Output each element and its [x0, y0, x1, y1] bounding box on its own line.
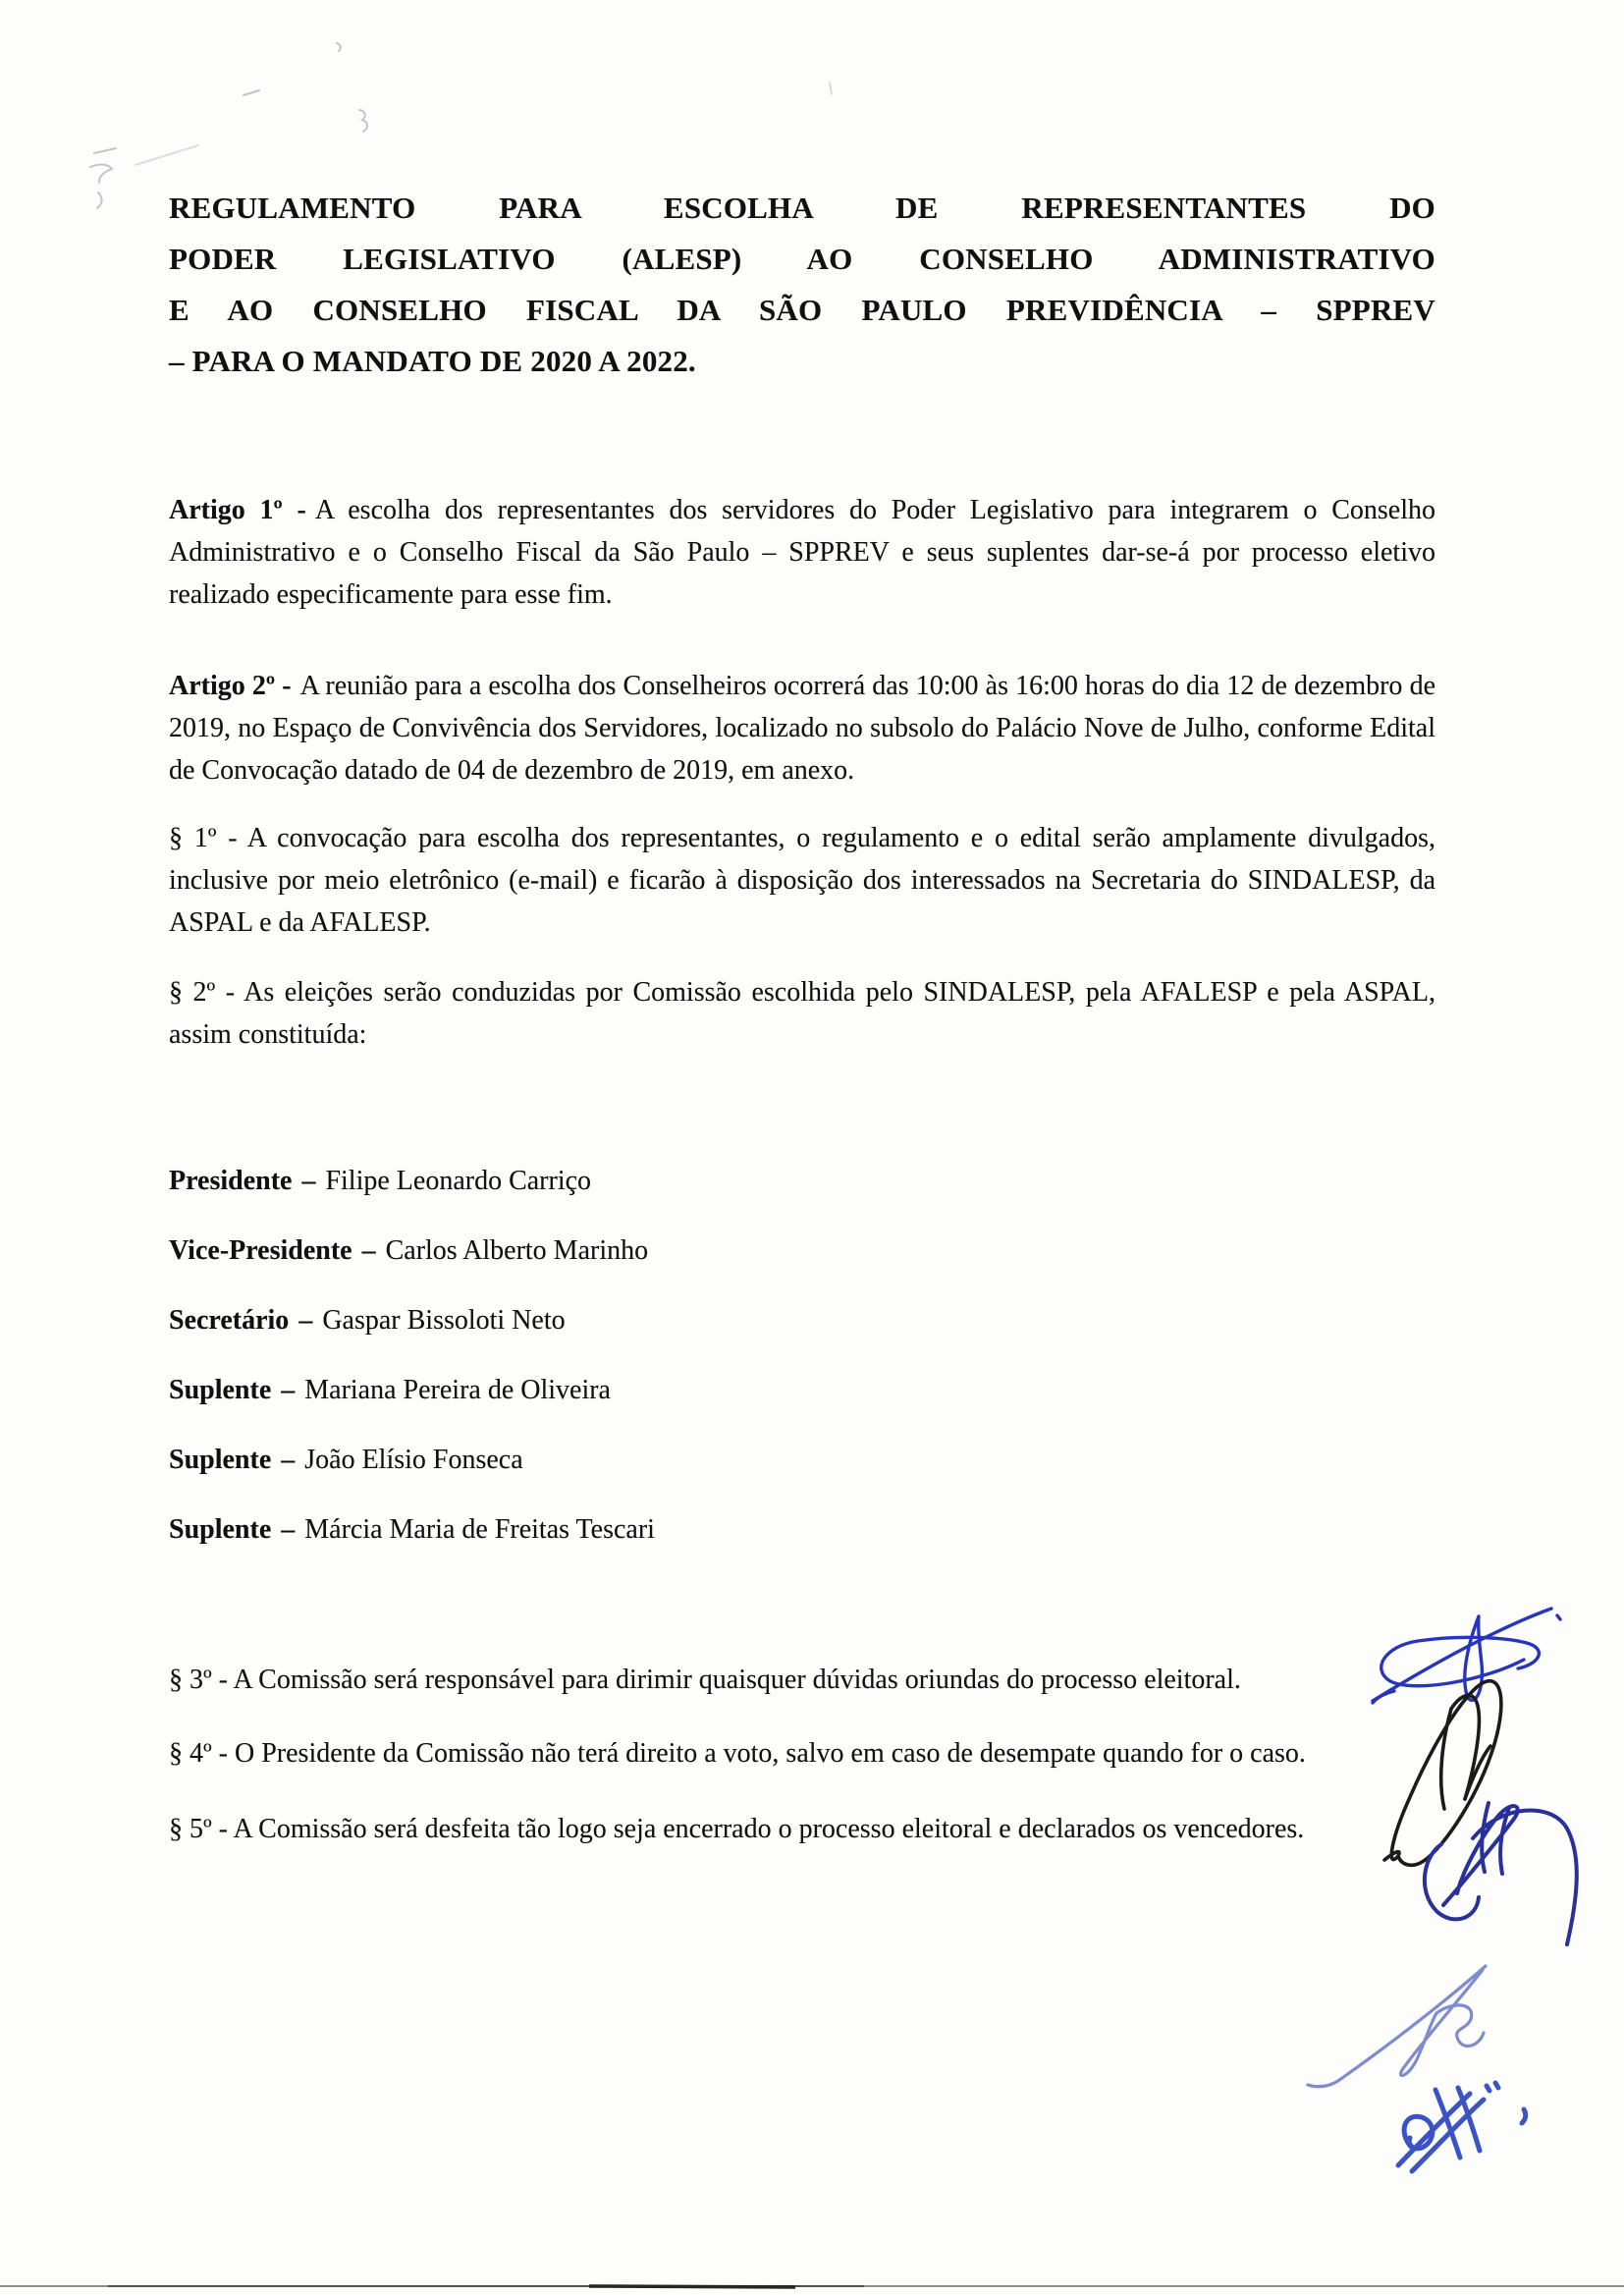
role-name-separator: –: [281, 1514, 296, 1545]
paragraph-text: A reunião para a escolha dos Conselheiros ocorrerá das 10:00 às 16:00 horas do dia 12 de dezembro de 2019, no Espaço de Convivência dos Servidores, localizado no subsolo do Palácio Nove de Julho, conforme Edital de Convocação datado de 04 de dezembro de 2019, em anexo.: [169, 671, 1435, 786]
member-name: Márcia Maria de Freitas Tescari: [304, 1514, 655, 1545]
document-title: [169, 183, 1435, 387]
signature-hash-blue: [1398, 2083, 1526, 2171]
role-name-separator: –: [281, 1445, 296, 1475]
member-role: Suplente: [169, 1445, 272, 1475]
paragraph-text: A escolha dos representantes dos servidores do Poder Legislativo para integrarem o Conselho Administrativo e o Conselho Fiscal da São Paulo – SPPREV e seus suplentes dar-se-á por processo eletivo realizado especificamente para esse fim.: [169, 495, 1435, 610]
committee-member: [169, 1439, 1435, 1481]
committee-list: [169, 1160, 1435, 1551]
committee-member: [169, 1369, 1435, 1411]
committee-member: [169, 1160, 1435, 1202]
paragraph-section-5: § 5º - A Comissão será desfeita tão logo seja encerrado o processo eleitoral e declarados os vencedores.: [169, 1814, 1305, 1844]
signature-light-blue: [1308, 1966, 1486, 2087]
role-name-separator: –: [298, 1305, 313, 1336]
paragraph-label: Artigo 1º -: [169, 495, 306, 525]
paragraph-section-1: § 1º - A convocação para escolha dos representantes, o regulamento e o edital serão amplamente divulgados, inclusive por meio eletrônico (e-mail) e ficarão à disposição dos interessados na Secretaria do SINDALESP, da ASPAL e da AFALESP.: [169, 823, 1435, 938]
committee-member: [169, 1299, 1435, 1341]
title-line: REGULAMENTO PARA ESCOLHA DE REPRESENTANTES DO: [169, 191, 1435, 225]
signature-navy-blue: [1425, 1803, 1577, 1944]
committee-member: [169, 1508, 1435, 1551]
member-name: Carlos Alberto Marinho: [385, 1235, 649, 1266]
member-name: Mariana Pereira de Oliveira: [304, 1375, 611, 1405]
role-name-separator: –: [281, 1375, 296, 1405]
paragraph-section-4: § 4º - O Presidente da Comissão não terá direito a voto, salvo em caso de desempate quando for o caso.: [169, 1738, 1306, 1769]
member-role: Suplente: [169, 1514, 272, 1545]
paragraph-artigo-2: [169, 665, 1435, 792]
member-name: João Elísio Fonseca: [304, 1445, 523, 1475]
role-name-separator: –: [301, 1166, 316, 1196]
member-name: Filipe Leonardo Carriço: [325, 1166, 592, 1196]
document-body: [169, 0, 1435, 1850]
title-line: PODER LEGISLATIVO (ALESP) AO CONSELHO ADMINISTRATIVO: [169, 242, 1435, 276]
member-role: Presidente: [169, 1166, 293, 1196]
paragraph-section-3: § 3º - A Comissão será responsável para dirimir quaisquer dúvidas oriundas do processo eleitoral.: [169, 1665, 1241, 1695]
paragraph-section-2: § 2º - As eleições serão conduzidas por Comissão escolhida pelo SINDALESP, pela AFALESP e pela ASPAL, assim constituída:: [169, 977, 1435, 1050]
paragraph-label: Artigo 2º -: [169, 671, 292, 701]
title-line: E AO CONSELHO FISCAL DA SÃO PAULO PREVIDÊNCIA – SPPREV: [169, 293, 1435, 327]
committee-member: [169, 1229, 1435, 1272]
member-name: Gaspar Bissoloti Neto: [322, 1305, 566, 1336]
member-role: Suplente: [169, 1375, 272, 1405]
member-role: Secretário: [169, 1305, 290, 1336]
role-name-separator: –: [361, 1235, 376, 1266]
title-line: – PARA O MANDATO DE 2020 A 2022.: [169, 344, 696, 378]
paragraph-artigo-1: [169, 489, 1435, 616]
scan-edge-line: [0, 2286, 1624, 2287]
member-role: Vice-Presidente: [169, 1235, 352, 1266]
